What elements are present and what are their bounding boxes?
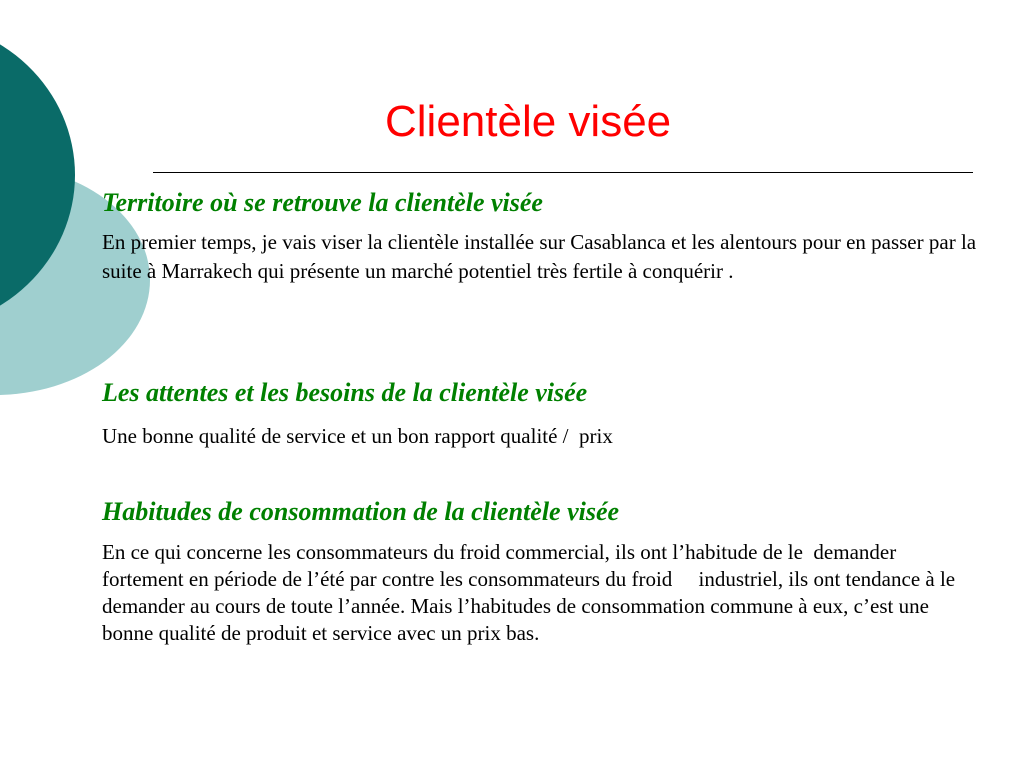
section-body-habits: En ce qui concerne les consommateurs du froid commercial, ils ont l’habitude de le demander fortement en période de l’été par contre les consommateurs du froid industriel, ils ont tendance à le demander au cours de toute l’année. Mais l’habitudes de consommation commune à eux, c’est une bonne qualité de produit et service avec un prix bas. (102, 540, 961, 645)
section-habits (102, 495, 982, 647)
section-heading-expectations: Les attentes et les besoins de la clientèle visée (102, 378, 588, 407)
section-territory (102, 186, 982, 286)
section-heading-territory: Territoire où se retrouve la clientèle visée (102, 188, 543, 217)
section-body-expectations: Une bonne qualité de service et un bon rapport qualité / prix (102, 424, 613, 448)
section-heading-habits: Habitudes de consommation de la clientèle visée (102, 497, 620, 526)
title-divider (153, 172, 973, 173)
section-body-territory: En premier temps, je vais viser la clientèle installée sur Casablanca et les alentours pour en passer par la suite à Marrakech qui présente un marché potentiel très fertile à conquérir . (102, 230, 982, 283)
section-expectations (102, 376, 982, 450)
slide-title: Clientèle visée (385, 97, 672, 146)
